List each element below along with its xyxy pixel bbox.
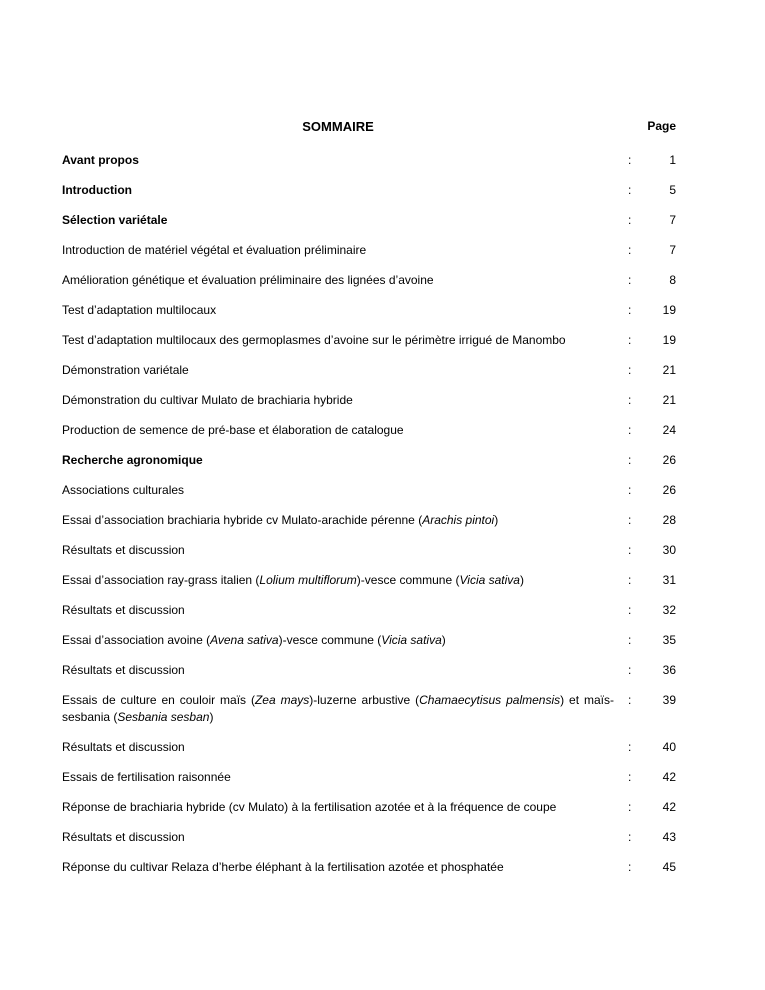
toc-entry-page-number: 42 xyxy=(662,800,676,814)
toc-entry xyxy=(62,542,676,559)
toc-entry xyxy=(62,332,676,349)
toc-entry-page-number: 21 xyxy=(662,363,676,377)
toc-entry-text-part: )-vesce commune ( xyxy=(356,573,460,587)
toc-entry xyxy=(62,859,676,876)
toc-entry-text-part: )-vesce commune ( xyxy=(278,633,382,647)
toc-entry-text-part: Avant propos xyxy=(62,153,139,167)
toc-entry-title xyxy=(62,152,614,169)
toc-entry-title xyxy=(62,769,614,786)
toc-entry-separator: : xyxy=(628,513,632,527)
toc-entry-text-part: Démonstration variétale xyxy=(62,363,189,377)
toc-entry-page-number: 5 xyxy=(669,183,676,197)
toc-entry-text-part: Introduction de matériel végétal et évaluation préliminaire xyxy=(62,243,367,257)
toc-entry-separator: : xyxy=(628,273,632,287)
toc-entry-text-part: Essais de culture en couloir maïs ( xyxy=(62,693,255,707)
toc-entry-italic-part: Avena sativa xyxy=(210,633,279,647)
toc-entry xyxy=(62,512,676,529)
toc-entry-text-part: Recherche agronomique xyxy=(62,453,203,467)
toc-entry xyxy=(62,799,676,816)
toc-entry-separator: : xyxy=(628,663,632,677)
toc-entry-title xyxy=(62,859,614,876)
toc-entry-separator: : xyxy=(628,153,632,167)
toc-entry-separator: : xyxy=(628,860,632,874)
toc-entry xyxy=(62,302,676,319)
toc-entry-text-part: Amélioration génétique et évaluation préliminaire des lignées d’avoine xyxy=(62,273,434,287)
toc-entry-separator: : xyxy=(628,483,632,497)
toc-entry-separator: : xyxy=(628,693,632,707)
toc-entry-separator: : xyxy=(628,633,632,647)
toc-entry-separator: : xyxy=(628,213,632,227)
toc-entry-page-number: 26 xyxy=(662,453,676,467)
toc-entry xyxy=(62,422,676,439)
toc-entry-separator: : xyxy=(628,543,632,557)
toc-header xyxy=(62,119,676,137)
toc-entry-text-part: Introduction xyxy=(62,183,132,197)
toc-entry-title xyxy=(62,272,614,289)
toc-entry-title xyxy=(62,512,614,529)
toc-entry-page-number: 8 xyxy=(669,273,676,287)
toc-entry-title xyxy=(62,632,614,649)
toc-entry-text-part: Test d’adaptation multilocaux xyxy=(62,303,217,317)
toc-entry-text-part: Réponse du cultivar Relaza d’herbe éléphant à la fertilisation azotée et phosphatée xyxy=(62,860,504,874)
toc-entry-italic-part: Chamaecytisus palmensis xyxy=(419,693,561,707)
toc-entry-title xyxy=(62,482,614,499)
toc-entry xyxy=(62,212,676,229)
toc-entry-separator: : xyxy=(628,770,632,784)
table-of-contents xyxy=(62,152,676,889)
toc-entry-title xyxy=(62,542,614,559)
toc-entry-text-part: Essai d’association avoine ( xyxy=(62,633,211,647)
toc-entry-text-part: Résultats et discussion xyxy=(62,740,185,754)
toc-entry-separator: : xyxy=(628,573,632,587)
toc-entry-italic-part: Sesbania sesban xyxy=(117,710,210,724)
toc-entry-text-part: ) xyxy=(441,633,446,647)
toc-entry-page-number: 21 xyxy=(662,393,676,407)
toc-entry-title xyxy=(62,212,614,229)
toc-entry-separator: : xyxy=(628,243,632,257)
toc-entry xyxy=(62,392,676,409)
toc-entry xyxy=(62,602,676,619)
toc-entry-italic-part: Arachis pintoi xyxy=(422,513,495,527)
toc-entry-title xyxy=(62,182,614,199)
toc-entry-text-part: Réponse de brachiaria hybride (cv Mulato) à la fertilisation azotée et à la fréquence de coupe xyxy=(62,800,557,814)
toc-entry-separator: : xyxy=(628,423,632,437)
toc-entry-separator: : xyxy=(628,333,632,347)
toc-entry-title xyxy=(62,739,614,756)
toc-entry-separator: : xyxy=(628,603,632,617)
toc-entry xyxy=(62,452,676,469)
toc-entry-separator: : xyxy=(628,830,632,844)
page-column-label: Page xyxy=(647,119,676,133)
toc-entry xyxy=(62,242,676,259)
toc-entry-title xyxy=(62,362,614,379)
toc-entry-text-part: Production de semence de pré-base et élaboration de catalogue xyxy=(62,423,404,437)
toc-entry-text-part: Résultats et discussion xyxy=(62,663,185,677)
toc-entry xyxy=(62,632,676,649)
toc-entry-page-number: 7 xyxy=(669,213,676,227)
toc-entry-title xyxy=(62,602,614,619)
toc-entry-page-number: 26 xyxy=(662,483,676,497)
toc-entry xyxy=(62,362,676,379)
toc-entry-text-part: Associations culturales xyxy=(62,483,185,497)
toc-entry-page-number: 42 xyxy=(662,770,676,784)
toc-entry-page-number: 7 xyxy=(669,243,676,257)
page-title: SOMMAIRE xyxy=(302,119,374,134)
toc-entry-page-number: 19 xyxy=(662,333,676,347)
toc-entry-title xyxy=(62,572,614,589)
toc-entry-separator: : xyxy=(628,183,632,197)
toc-entry-title xyxy=(62,392,614,409)
toc-entry-italic-part: Vicia sativa xyxy=(381,633,442,647)
toc-entry-text-part: Démonstration du cultivar Mulato de brachiaria hybride xyxy=(62,393,353,407)
toc-entry-text-part: Résultats et discussion xyxy=(62,603,185,617)
toc-entry-page-number: 35 xyxy=(662,633,676,647)
toc-entry-page-number: 39 xyxy=(662,693,676,707)
toc-entry-separator: : xyxy=(628,740,632,754)
toc-entry-text-part: Sélection variétale xyxy=(62,213,168,227)
toc-entry xyxy=(62,829,676,846)
toc-entry-text-part: ) et maïs-sesbania ( xyxy=(62,693,614,724)
toc-entry xyxy=(62,572,676,589)
toc-entry-text-part: Test d’adaptation multilocaux des germoplasmes d’avoine sur le périmètre irrigué de Manombo xyxy=(62,333,566,347)
toc-entry-text-part: ) xyxy=(519,573,524,587)
toc-entry-title xyxy=(62,452,614,469)
toc-entry xyxy=(62,272,676,289)
toc-entry-title xyxy=(62,242,614,259)
toc-entry-separator: : xyxy=(628,453,632,467)
toc-entry-separator: : xyxy=(628,363,632,377)
toc-entry-title xyxy=(62,692,614,726)
toc-entry-page-number: 28 xyxy=(662,513,676,527)
toc-entry-separator: : xyxy=(628,303,632,317)
toc-entry-text-part: Résultats et discussion xyxy=(62,830,185,844)
toc-entry-page-number: 31 xyxy=(662,573,676,587)
toc-entry-page-number: 36 xyxy=(662,663,676,677)
toc-entry-title xyxy=(62,829,614,846)
toc-entry-page-number: 40 xyxy=(662,740,676,754)
toc-entry-title xyxy=(62,422,614,439)
toc-entry xyxy=(62,182,676,199)
toc-entry-text-part: Résultats et discussion xyxy=(62,543,185,557)
toc-entry-page-number: 30 xyxy=(662,543,676,557)
toc-entry-text-part: ) xyxy=(494,513,499,527)
toc-entry-page-number: 19 xyxy=(662,303,676,317)
toc-entry-text-part: Essai d’association ray-grass italien ( xyxy=(62,573,260,587)
toc-entry-text-part: Essai d’association brachiaria hybride cv Mulato-arachide pérenne ( xyxy=(62,513,423,527)
toc-entry-text-part: ) xyxy=(209,710,214,724)
toc-entry-title xyxy=(62,662,614,679)
toc-entry xyxy=(62,482,676,499)
toc-entry-title xyxy=(62,332,614,349)
toc-entry-page-number: 32 xyxy=(662,603,676,617)
toc-entry-italic-part: Vicia sativa xyxy=(459,573,520,587)
toc-entry-title xyxy=(62,799,614,816)
toc-entry xyxy=(62,692,676,726)
toc-entry-title xyxy=(62,302,614,319)
toc-entry xyxy=(62,662,676,679)
toc-entry-text-part: )-luzerne arbustive ( xyxy=(309,693,420,707)
toc-entry-italic-part: Lolium multiflorum xyxy=(259,573,357,587)
toc-entry-italic-part: Zea mays xyxy=(254,693,310,707)
toc-entry-page-number: 43 xyxy=(662,830,676,844)
toc-entry-separator: : xyxy=(628,393,632,407)
toc-entry xyxy=(62,769,676,786)
toc-entry-separator: : xyxy=(628,800,632,814)
toc-entry-page-number: 1 xyxy=(669,153,676,167)
toc-entry xyxy=(62,739,676,756)
toc-entry-page-number: 24 xyxy=(662,423,676,437)
toc-entry-page-number: 45 xyxy=(662,860,676,874)
toc-entry xyxy=(62,152,676,169)
toc-entry-text-part: Essais de fertilisation raisonnée xyxy=(62,770,231,784)
